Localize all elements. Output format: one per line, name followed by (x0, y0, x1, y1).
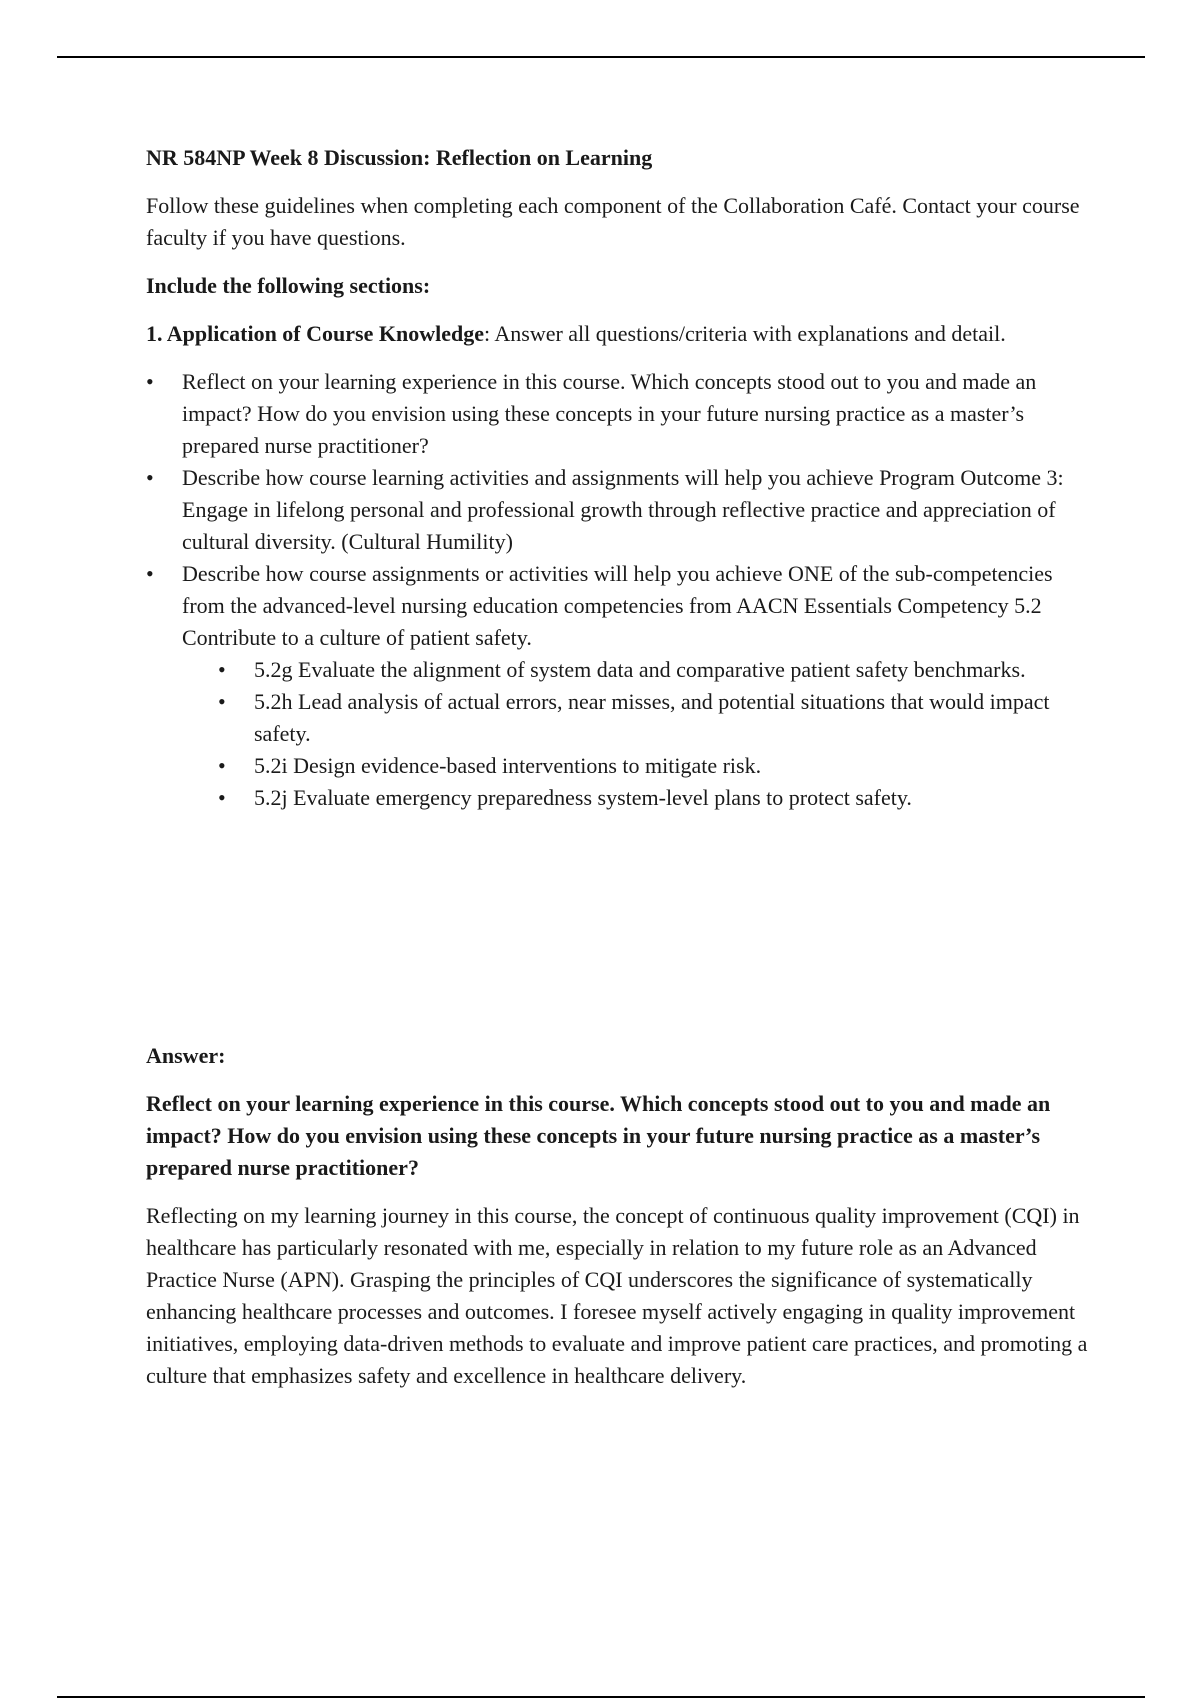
intro-paragraph: Follow these guidelines when completing each component of the Collaboration Café. Contact your course faculty if you have questions. (146, 193, 1080, 250)
list-item: • 5.2g Evaluate the alignment of system data and comparative patient safety benchmarks. (146, 654, 1092, 686)
section-label: 1. Application of Course Knowledge (146, 321, 484, 346)
list-item-text: Describe how course assignments or activities will help you achieve ONE of the sub-competencies from the advanced-level nursing education competencies from AACN Essentials Competency 5.2 Contribute to a culture of patient safety. (182, 561, 1053, 650)
answer-label: Answer: (146, 1043, 226, 1068)
header-divider (57, 56, 1145, 58)
list-item (146, 558, 1092, 654)
include-heading: Include the following sections: (146, 273, 431, 298)
answer-section (146, 1040, 1092, 1392)
section-application (146, 318, 1092, 350)
section-text: : Answer all questions/criteria with explanations and detail. (483, 321, 1006, 346)
document-title: NR 584NP Week 8 Discussion: Reflection on Learning (146, 145, 653, 170)
footer-divider (57, 1696, 1145, 1698)
document-body (146, 142, 1092, 814)
answer-text: Reflecting on my learning journey in this course, the concept of continuous quality improvement (CQI) in healthcare has particularly resonated with me, especially in relation to my future role as an Advanced Practice Nurse (APN). Grasping the principles of CQI underscores the significance of systematically enhancing healthcare processes and outcomes. I foresee myself actively engaging in quality improvement initiatives, employing data-driven methods to evaluate and improve patient care practices, and promoting a culture that emphasizes safety and excellence in healthcare delivery. (146, 1203, 1088, 1388)
list-item: • 5.2h Lead analysis of actual errors, near misses, and potential situations that would impact safety. (146, 686, 1092, 750)
list-item: • Describe how course learning activities and assignments will help you achieve Program Outcome 3: Engage in lifelong personal and professional growth through reflective practice and appreciation of cultural diversity. (Cultural Humility) (146, 462, 1092, 558)
criteria-list (146, 366, 1092, 654)
list-item: • Reflect on your learning experience in this course. Which concepts stood out to you and made an impact? How do you envision using these concepts in your future nursing practice as a master’s prepared nurse practitioner? (146, 366, 1092, 462)
sub-competency-list (146, 654, 1092, 814)
answer-question: Reflect on your learning experience in this course. Which concepts stood out to you and made an impact? How do you envision using these concepts in your future nursing practice as a master’s prepared nurse practitioner? (146, 1091, 1051, 1180)
list-item: • 5.2j Evaluate emergency preparedness system-level plans to protect safety. (146, 782, 1092, 814)
list-item: • 5.2i Design evidence-based interventions to mitigate risk. (146, 750, 1092, 782)
